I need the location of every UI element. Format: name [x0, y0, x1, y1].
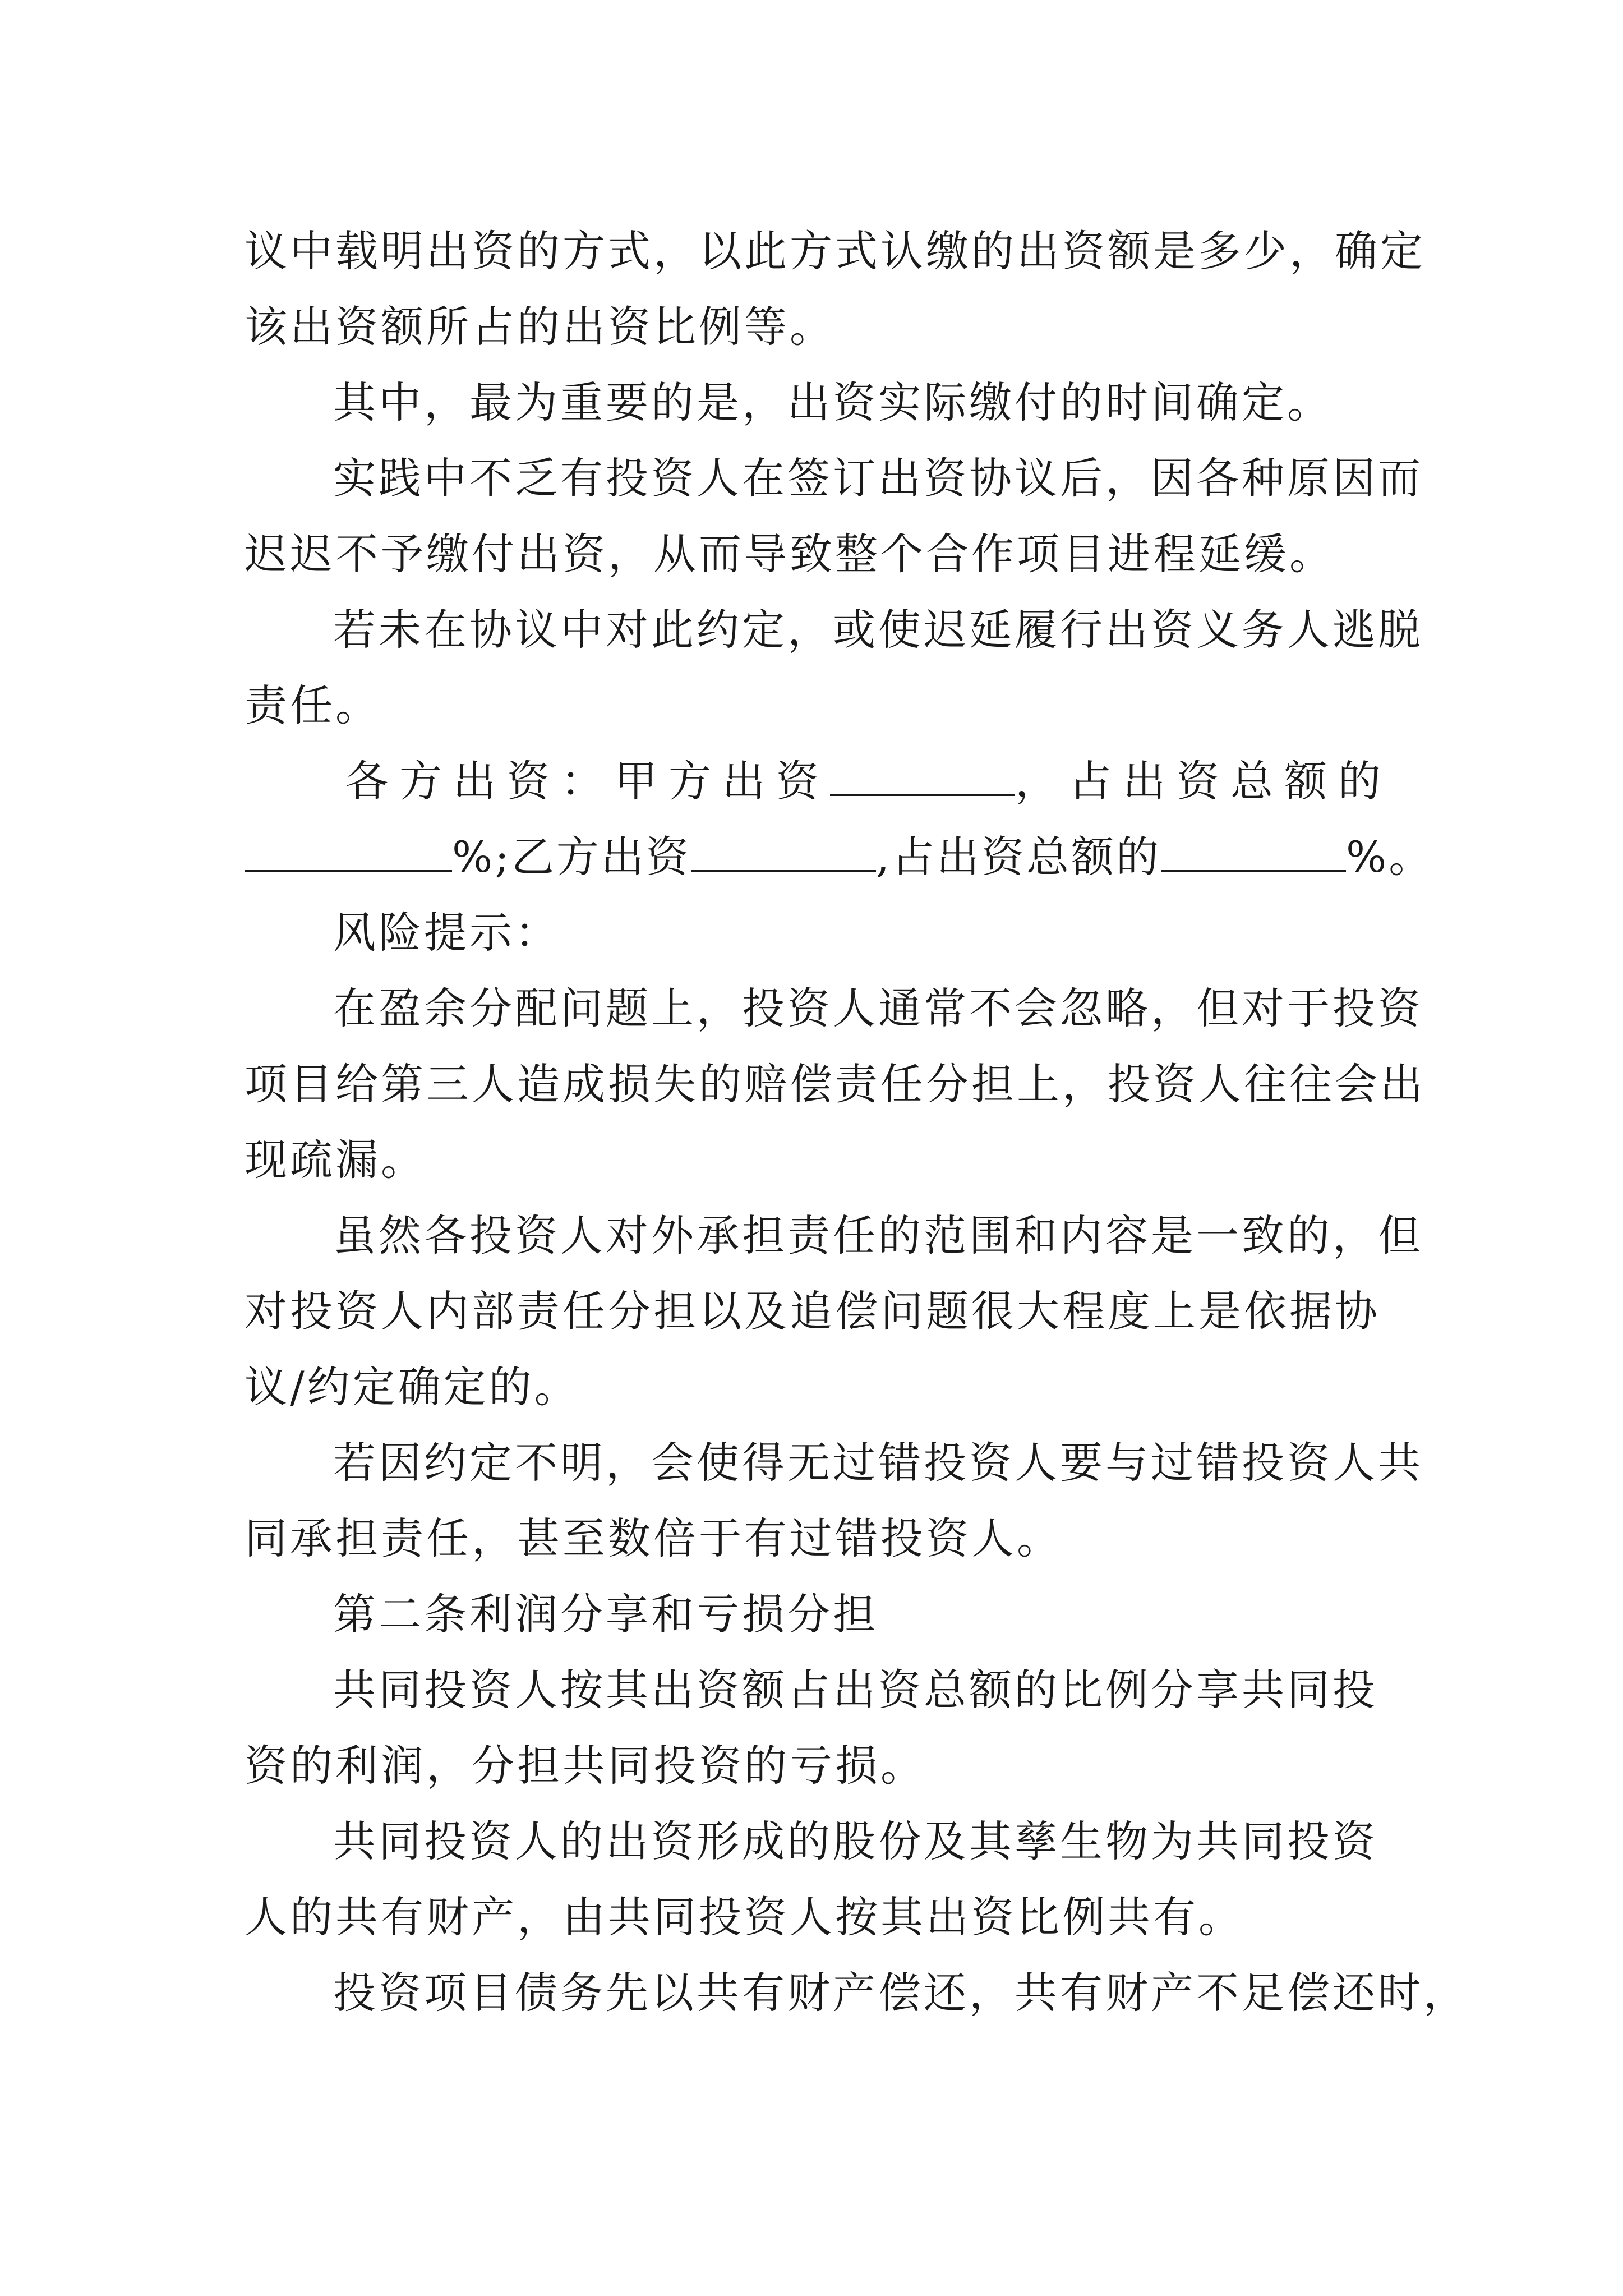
paragraph-line: 资的利润，分担共同投资的亏损。 — [245, 1741, 926, 1791]
document-body — [245, 213, 1469, 2031]
paragraph-line: 人的共有财产，由共同投资人按其出资比例共有。 — [245, 1892, 1244, 1942]
paragraph-line: 对投资人内部责任分担以及追偿问题很大程度上是依据协 — [245, 1286, 1380, 1336]
paragraph-line: 同承担责任，甚至数倍于有过错投资人。 — [245, 1513, 1062, 1563]
contribution-label: 各方出资：甲方出资 — [345, 756, 830, 806]
paragraph-line: 在盈余分配问题上，投资人通常不会忽略，但对于投资 — [333, 983, 1423, 1033]
party-a-amount-blank[interactable] — [830, 757, 1015, 796]
paragraph-line: 若因约定不明，会使得无过错投资人要与过错投资人共 — [333, 1438, 1423, 1488]
party-b-label: %;乙方出资 — [452, 832, 691, 882]
paragraph-line: 责任。 — [245, 680, 381, 730]
paragraph-line: 共同投资人的出资形成的股份及其孳生物为共同投资 — [333, 1816, 1378, 1866]
paragraph-line: 该出资额所占的出资比例等。 — [245, 302, 835, 352]
party-b-amount-blank[interactable] — [691, 833, 876, 872]
article-heading: 第二条利润分享和亏损分担 — [333, 1589, 878, 1639]
paragraph-line: 投资项目债务先以共有财产偿还，共有财产不足偿还时， — [333, 1968, 1469, 2018]
paragraph-line: 项目给第三人造成损失的赔偿责任分担上，投资人往往会出 — [245, 1059, 1426, 1109]
section-heading: 风险提示： — [333, 908, 560, 958]
party-b-percent-blank[interactable] — [1161, 833, 1346, 872]
paragraph-line: 共同投资人按其出资额占出资总额的比例分享共同投 — [333, 1665, 1378, 1715]
percent-end: %。 — [1346, 832, 1434, 882]
contribution-form-line-1 — [245, 743, 1394, 819]
contribution-suffix-2: ,占出资总额的 — [875, 832, 1161, 882]
party-a-percent-blank[interactable] — [245, 833, 452, 872]
paragraph-line: 若未在协议中对此约定，或使迟延履行出资义务人逃脱 — [333, 605, 1423, 655]
paragraph-line: 迟迟不予缴付出资，从而导致整个合作项目进程延缓。 — [245, 529, 1335, 579]
paragraph-line: 现疏漏。 — [245, 1135, 426, 1185]
paragraph-line: 其中，最为重要的是，出资实际缴付的时间确定。 — [333, 378, 1332, 427]
contribution-suffix: ，占出资总额的 — [1015, 756, 1392, 806]
contribution-form-line-2 — [245, 819, 1434, 895]
paragraph-line: 议中载明出资的方式，以此方式认缴的出资额是多少，确定 — [245, 226, 1426, 276]
paragraph-line: 虽然各投资人对外承担责任的范围和内容是一致的，但 — [333, 1211, 1423, 1260]
paragraph-line: 议/约定确定的。 — [245, 1362, 580, 1412]
paragraph-line: 实践中不乏有投资人在签订出资协议后，因各种原因而 — [333, 453, 1423, 503]
